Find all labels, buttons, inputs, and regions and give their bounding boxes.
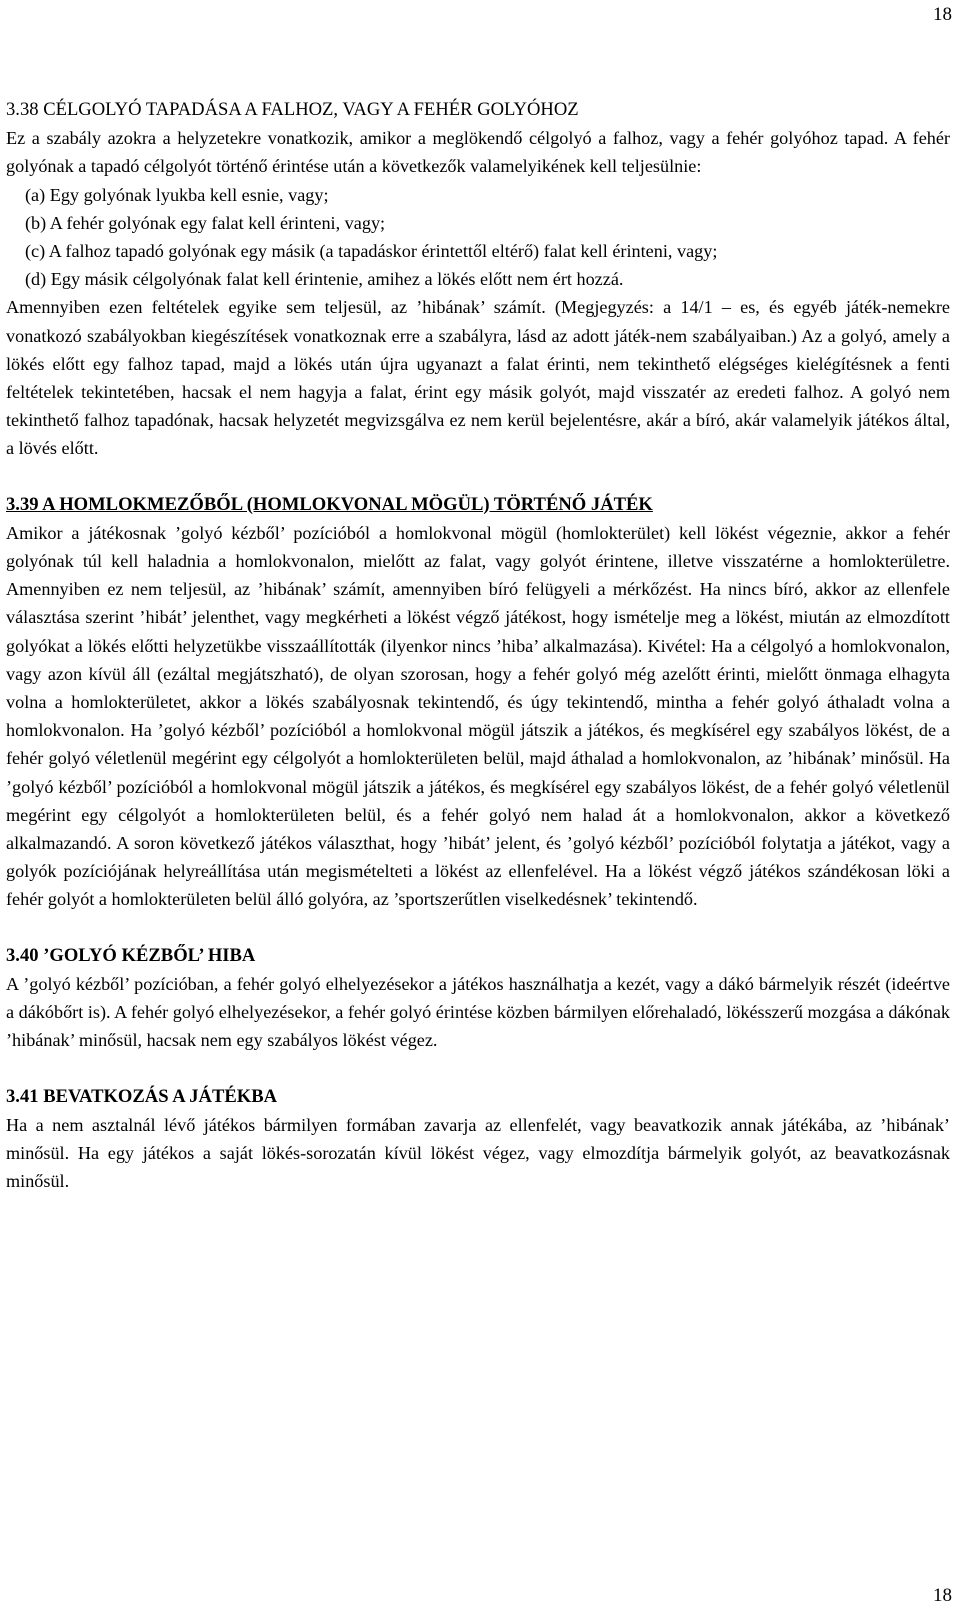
section-intro: Ez a szabály azokra a helyzetekre vonatkozik, amikor a meglökendő célgolyó a falhoz, vagy a fehér golyóhoz tapad. A fehér golyónak a tapadó célgolyót történő érintése után a következők valamelyikének kell teljesülnie: (6, 128, 950, 177)
section-body: A ’golyó kézből’ pozícióban, a fehér golyó elhelyezésekor a játékos használhatja a kezét, vagy a dákó bármelyik részét (ideértve a dákóbőrt is). A fehér golyó elhelyezésekor, a fehér golyó érintése közben bármilyen előrehaladó, lökésszerű mozgása a dákónak ’hibának’ minősül, hacsak nem egy szabályos lökést végez. (6, 973, 950, 1051)
list-item-a: (a) Egy golyónak lyukba kell esnie, vagy; (25, 184, 329, 205)
section-3-39 (6, 491, 950, 914)
section-body: Amikor a játékosnak ’golyó kézből’ pozícióból a homlokvonal mögül (homlokterület) kell lökést végeznie, akkor a fehér golyónak túl kell haladnia a homlokvonalon, mielőtt az falat, vagy golyót érintene, illetve visszatérne a homlokterületre. Amennyiben ez nem teljesül, az ’hibának’ számít, amennyiben bíró felügyeli a mérkőzést. Ha nincs bíró, akkor az ellenfele választása szerint ’hibát’ jelenthet, vagy megkérheti a lökést végző játékost, hogy ismételje meg a lökést, miután az elmozdított golyókat a lökés előtti helyzetükbe visszaállították (ilyenkor nincs ’hiba’ alkalmazása). Kivétel: Ha a célgolyó a homlokvonalon, vagy azon kívül áll (ezáltal megjátszható), de olyan szorosan, hogy a fehér golyó még azelőtt érinti, mielőtt önmaga elhagyta volna a homlokterületet, akkor a lökés szabályosnak tekintendő, és úgy tekintendő, mintha a fehér golyó áthaladt volna a homlokvonalon. Ha ’golyó kézből’ pozícióból a homlokvonal mögül játszik a játékos, és megkísérel egy szabályos lökést, de a fehér golyó véletlenül megérint egy célgolyót a homlokterületen belül, majd áthalad a homlokvonalon, az ’hibának’ minősül. Ha ’golyó kézből’ pozícióból a homlokvonal mögül játszik a játékos, és megkísérel egy szabályos lökést, de a fehér golyó véletlenül megérint egy célgolyót a homlokterületen belül, és a fehér golyó nem halad át a homlokvonalon, akkor a következő alkalmazandó. A soron következő játékos választhat, hogy ’hibát’ jelent, és ’golyó kézből’ pozícióból folytatja a játékot, vagy a golyók pozíciójának helyreállítása után megismételteti a lökést az ellenfelével. Ha a lökést végző játékos szándékosan löki a fehér golyót a homlokterületen belül álló golyóra, az ’sportszerűtlen viselkedésnek’ tekintendő. (6, 522, 950, 910)
section-body: Ha a nem asztalnál lévő játékos bármilyen formában zavarja az ellenfelét, vagy beavatkozik annak játékába, az ’hibának’ minősül. Ha egy játékos a saját lökés-sorozatán kívül lökést végez, vagy elmozdítja bármelyik golyót, az beavatkozásnak minősül. (6, 1114, 950, 1192)
section-title: 3.41 BEVATKOZÁS A JÁTÉKBA (6, 1085, 278, 1107)
section-3-40 (6, 942, 950, 1055)
section-title: 3.39 A HOMLOKMEZŐBŐL (HOMLOKVONAL MÖGÜL) TÖRTÉNŐ JÁTÉK (6, 493, 653, 515)
section-body: Amennyiben ezen feltételek egyike sem teljesül, az ’hibának’ számít. (Megjegyzés: a 14/1 – es, és egyéb játék-nemekre vonatkozó szabályokban kiegészítések vonatkoznak erre a szabályra, lásd az adott játék-nem szabályaiban.) Az a golyó, amely a lökés előtt egy falhoz tapad, majd a lökés után újra ugyanazt a falat érinti, nem tekinthető elégséges kielégítésnek a fenti feltételek tekintetében, hacsak el nem hagyja a falat, érint egy másik golyót, majd visszatér az eredeti falhoz. A golyó nem tekinthető falhoz tapadónak, hacsak helyzetét megvizsgálva ez nem kerül bejelentésre, akár a bíró, akár valamelyik játékos által, a lövés előtt. (6, 297, 950, 459)
list-item-b: (b) A fehér golyónak egy falat kell érinteni, vagy; (25, 212, 386, 233)
list-item-c: (c) A falhoz tapadó golyónak egy másik (a tapadáskor érintettől eltérő) falat kell érinteni, vagy; (25, 241, 718, 262)
section-3-38 (6, 96, 950, 463)
section-title: 3.38 CÉLGOLYÓ TAPADÁSA A FALHOZ, VAGY A FEHÉR GOLYÓHOZ (6, 99, 579, 120)
section-3-41 (6, 1083, 950, 1196)
list-item-d: (d) Egy másik célgolyónak falat kell érintenie, amihez a lökés előtt nem ért hozzá. (25, 269, 624, 290)
document-body (6, 96, 950, 1195)
page-number-bottom: 18 (933, 1585, 952, 1606)
page-number-top: 18 (933, 4, 952, 25)
section-title: 3.40 ’GOLYÓ KÉZBŐL’ HIBA (6, 944, 256, 966)
